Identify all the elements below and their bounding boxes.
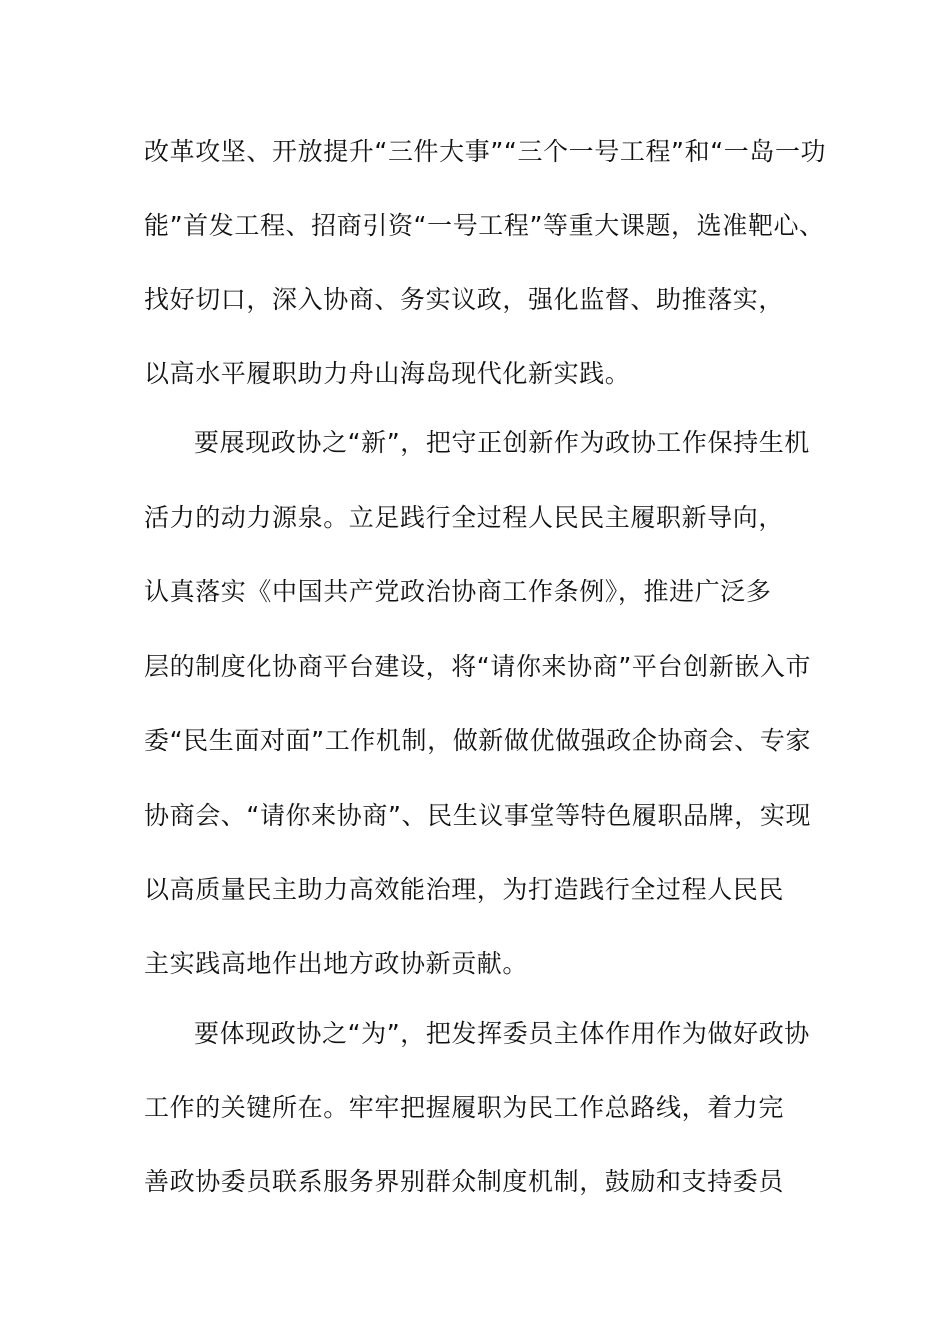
text-line: 能”首发工程、招商引资“一号工程”等重大课题，选准靶心、: [144, 211, 825, 240]
text-line: 改革攻坚、开放提升“三件大事”“三个一号工程”和“一岛一功: [144, 137, 827, 166]
text-line: 委“民生面对面”工作机制，做新做优做强政企协商会、专家: [144, 726, 812, 755]
text-line: 层的制度化协商平台建设，将“请你来协商”平台创新嵌入市: [144, 652, 812, 681]
text-line: 协商会、“请你来协商”、民生议事堂等特色履职品牌，实现: [144, 801, 812, 830]
text-line: 认真落实《中国共产党政治协商工作条例》，推进广泛多: [144, 577, 772, 606]
text-line: 主实践高地作出地方政协新贡献。: [144, 949, 529, 978]
text-line: 要展现政协之“新”，把守正创新作为政协工作保持生机: [194, 428, 810, 457]
text-line: 要体现政协之“为”，把发挥委员主体作用作为做好政协: [194, 1019, 810, 1048]
text-line: 以高质量民主助力高效能治理，为打造践行全过程人民民: [144, 875, 785, 904]
text-line: 以高水平履职助力舟山海岛现代化新实践。: [144, 359, 631, 388]
text-line: 找好切口，深入协商、务实议政，强化监督、助推落实，: [144, 285, 785, 314]
text-line: 工作的关键所在。牢牢把握履职为民工作总路线，着力完: [144, 1093, 785, 1122]
text-line: 活力的动力源泉。立足践行全过程人民民主履职新导向，: [144, 503, 785, 532]
text-line: 善政协委员联系服务界别群众制度机制，鼓励和支持委员: [144, 1167, 785, 1196]
